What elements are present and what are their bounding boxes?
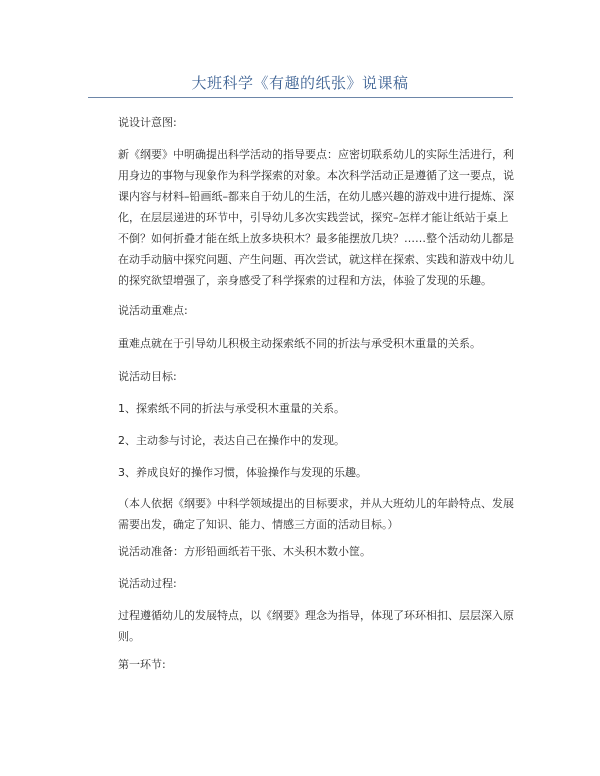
objective-item-2: 2、主动参与讨论，表达自己在操作中的发现。 [118,434,345,447]
objective-item-1: 1、探索纸不同的折法与承受积木重量的关系。 [118,402,345,415]
heading-objectives: 说活动目标: [118,370,177,383]
objective-item-3: 3、养成良好的操作习惯，体验操作与发现的乐趣。 [118,466,367,479]
heading-first-stage: 第一环节: [118,658,166,671]
title-divider [88,97,513,98]
paragraph-design-intent: 新《纲要》中明确提出科学活动的指导要点：应密切联系幼儿的实际生活进行，利用身边的事物与现象作为科学探索的对象。本次科学活动正是遵循了这一要点，说课内容与材料–铅画纸–都来自于幼儿的生活，在幼儿感兴趣的游戏中进行提炼、深化，在层层递进的环节中，引导幼儿多次实践尝试，探究–怎样才能让纸站于桌上不倒？如何折叠才能在纸上放多块积木？最多能摆放几块？……整个活动幼儿都是在动手动脑中探究问题、产生问题、再次尝试，就这样在探索、实践和游戏中幼儿的探究欲望增强了，亲身感受了科学探索的过程和方法，体验了发现的乐趣。 [118,148,514,287]
paragraph-process: 过程遵循幼儿的发展特点，以《纲要》理念为指导，体现了环环相扣、层层深入原则。 [118,609,514,643]
paragraph-objectives-basis: （本人依据《纲要》中科学领域提出的目标要求，并从大班幼儿的年龄特点、发展需要出发，确定了知识、能力、情感三方面的活动目标。） [118,497,514,531]
heading-process: 说活动过程: [118,577,177,590]
paragraph-key-difficulties: 重难点就在于引导幼儿积极主动探索纸不同的折法与承受积木重量的关系。 [118,337,481,350]
paragraph-preparation: 说活动准备：方形铅画纸若干张、木头积木数小筐。 [118,545,371,558]
heading-design-intent: 说设计意图: [118,116,177,129]
heading-key-difficulties: 说活动重难点: [118,304,188,317]
document-title: 大班科学《有趣的纸张》说课稿 [191,74,409,92]
